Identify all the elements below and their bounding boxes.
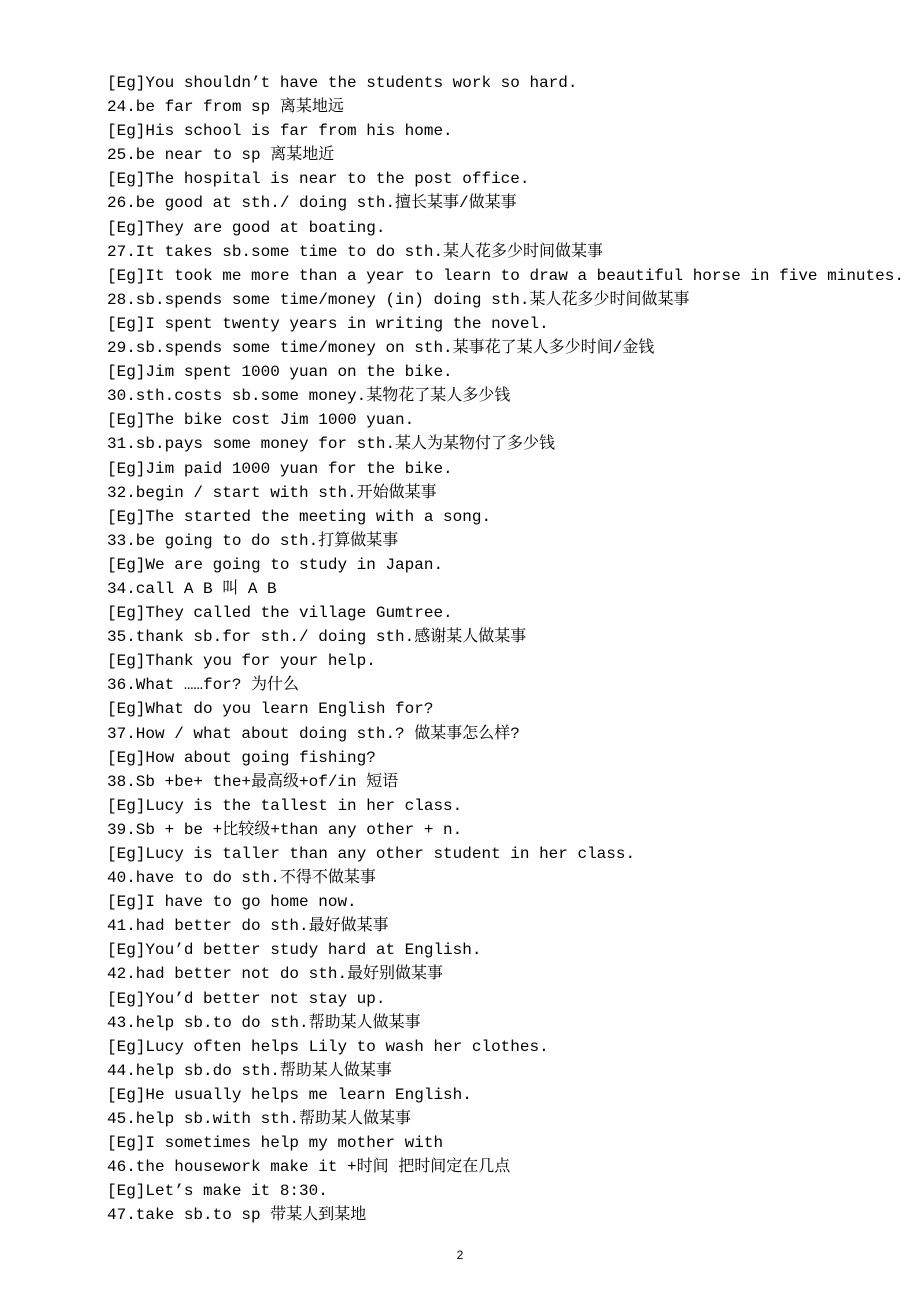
phrase-item: 46.the housework make it +时间 把时间定在几点 [107, 1158, 511, 1177]
phrase-item: 30.sth.costs sb.some money.某物花了某人多少钱 [107, 387, 511, 406]
example-sentence: [Eg]He usually helps me learn English. [107, 1085, 472, 1104]
example-sentence: [Eg]Lucy is the tallest in her class. [107, 796, 463, 815]
phrase-item: 40.have to do sth.不得不做某事 [107, 869, 376, 888]
example-sentence: [Eg]Jim paid 1000 yuan for the bike. [107, 459, 453, 478]
example-sentence: [Eg]Lucy often helps Lily to wash her clothes. [107, 1037, 549, 1056]
phrase-item: 28.sb.spends some time/money (in) doing sth.某人花多少时间做某事 [107, 290, 690, 309]
phrase-item: 38.Sb +be+ the+最高级+of/in 短语 [107, 772, 399, 791]
example-sentence: [Eg]It took me more than a year to learn to draw a beautiful horse in five minutes. [107, 266, 904, 285]
example-sentence: [Eg]You’d better study hard at English. [107, 941, 482, 960]
phrase-item: 41.had better do sth.最好做某事 [107, 917, 389, 936]
phrase-item: 29.sb.spends some time/money on sth.某事花了某人多少时间/金钱 [107, 339, 655, 358]
phrase-item: 43.help sb.to do sth.帮助某人做某事 [107, 1013, 421, 1032]
phrase-item: 35.thank sb.for sth./ doing sth.感谢某人做某事 [107, 628, 527, 647]
phrase-item: 24.be far from sp 离某地远 [107, 98, 344, 117]
example-sentence: [Eg]I sometimes help my mother with [107, 1134, 444, 1153]
phrase-item: 42.had better not do sth.最好别做某事 [107, 965, 444, 984]
example-sentence: [Eg]The started the meeting with a song. [107, 507, 492, 526]
example-sentence: [Eg]The bike cost Jim 1000 yuan. [107, 411, 415, 430]
example-sentence: [Eg]Jim spent 1000 yuan on the bike. [107, 363, 453, 382]
example-sentence: [Eg]You shouldn’t have the students work so hard. [107, 74, 578, 92]
example-sentence: [Eg]His school is far from his home. [107, 122, 453, 141]
phrase-item: 31.sb.pays some money for sth.某人为某物付了多少钱 [107, 435, 556, 454]
phrase-item: 34.call A B 叫 A B [107, 579, 277, 598]
example-sentence: [Eg]I spent twenty years in writing the novel. [107, 314, 549, 333]
phrase-item: 45.help sb.with sth.帮助某人做某事 [107, 1110, 412, 1129]
phrase-item: 25.be near to sp 离某地近 [107, 146, 335, 165]
example-sentence: [Eg]How about going fishing? [107, 748, 376, 767]
phrase-item: 44.help sb.do sth.帮助某人做某事 [107, 1061, 392, 1080]
example-sentence: [Eg]You’d better not stay up. [107, 989, 386, 1008]
phrase-item: 36.What ……for? 为什么 [107, 676, 300, 695]
example-sentence: [Eg]Lucy is taller than any other student in her class. [107, 845, 636, 863]
phrase-item: 27.It takes sb.some time to do sth.某人花多少时间做某事 [107, 242, 604, 261]
example-sentence: [Eg]What do you learn English for? [107, 700, 434, 719]
phrase-item: 39.Sb + be +比较级+than any other + n. [107, 820, 463, 839]
phrase-item: 47.take sb.to sp 带某人到某地 [107, 1206, 367, 1225]
example-sentence: [Eg]Let’s make it 8:30. [107, 1182, 328, 1201]
phrase-list [107, 71, 904, 1228]
phrase-item: 33.be going to do sth.打算做某事 [107, 531, 399, 550]
example-sentence: [Eg]They are good at boating. [107, 218, 386, 237]
phrase-item: 37.How / what about doing sth.? 做某事怎么样? [107, 724, 520, 743]
example-sentence: [Eg]I have to go home now. [107, 893, 357, 912]
phrase-item: 32.begin / start with sth.开始做某事 [107, 483, 437, 502]
example-sentence: [Eg]We are going to study in Japan. [107, 555, 444, 574]
phrase-item: 26.be good at sth./ doing sth.擅长某事/做某事 [107, 194, 517, 213]
example-sentence: [Eg]The hospital is near to the post office. [107, 170, 530, 189]
page-number: 2 [456, 1248, 464, 1262]
example-sentence: [Eg]They called the village Gumtree. [107, 604, 453, 623]
example-sentence: [Eg]Thank you for your help. [107, 652, 376, 671]
